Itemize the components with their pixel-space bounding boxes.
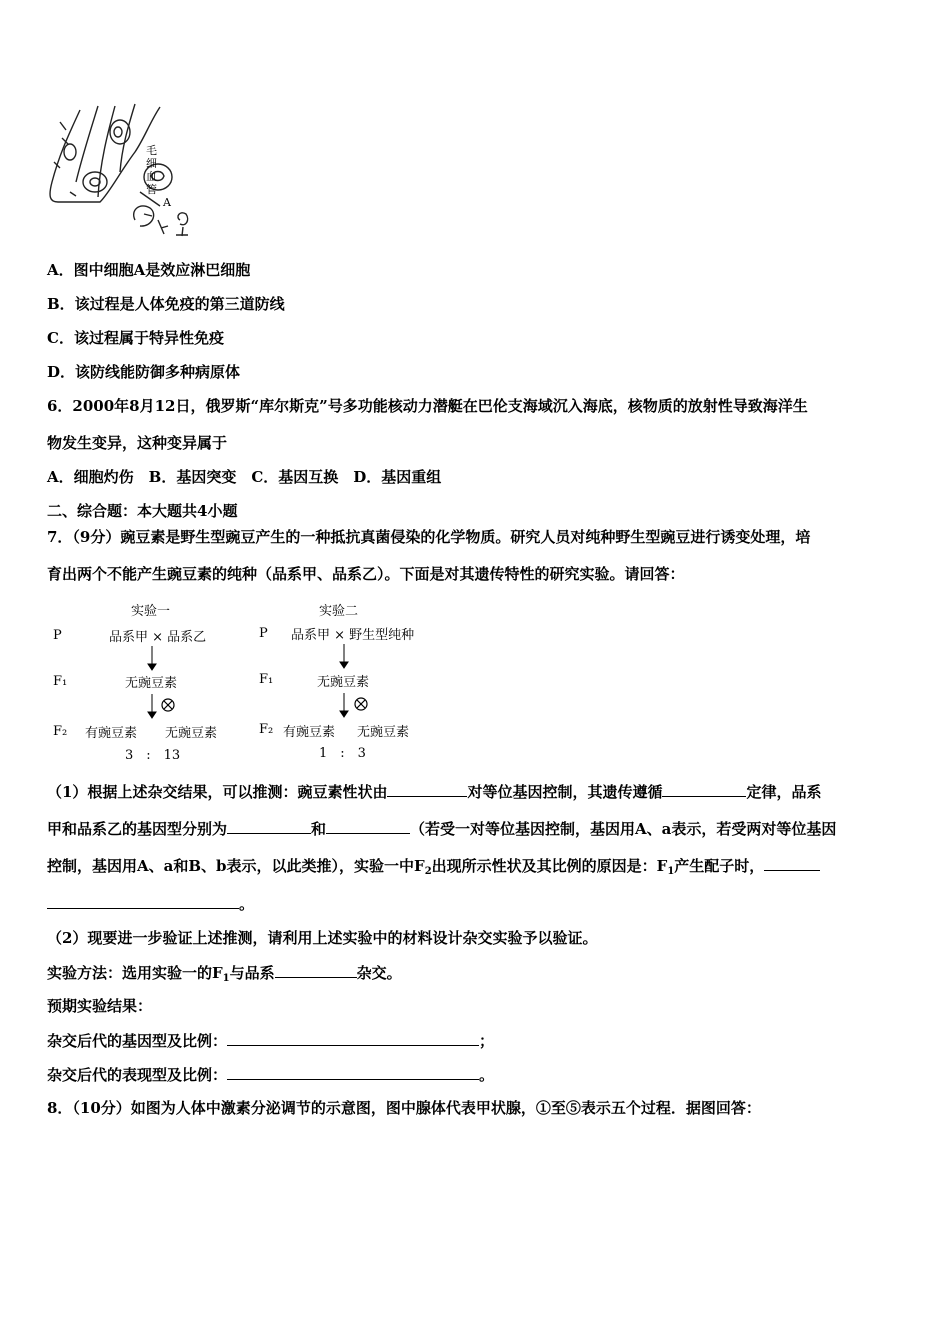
capillary-label: 毛 细 血 管 [146,144,157,196]
experiment-diagram [47,598,447,768]
exp2-p-cross: 品系甲 × 野生型纯种 [291,628,415,643]
answer-blank-law[interactable] [662,781,746,797]
exp1-f2-label: F₂ [53,724,68,739]
answer-blank-genotype-ratio[interactable] [227,1030,479,1046]
exp1-p-label: P [53,628,62,643]
exp2-f2-left: 有豌豆素 [283,725,336,740]
exp1-f1-label: F₁ [53,674,68,689]
exp2-f2-right: 无豌豆素 [357,725,410,740]
part1-line1: （1）根据上述杂交结果，可以推测：豌豆素性状由 对等位基因控制，其遗传遵循 定律，品系 [47,783,822,801]
q5-option-b: B．该过程是人体免疫的第三道防线 [47,295,285,313]
part2-phenotype: 杂交后代的表现型及比例： 。 [47,1066,495,1084]
capillary-figure [40,102,200,242]
part2-expected: 预期实验结果： [47,997,153,1015]
answer-blank-genotype-a[interactable] [227,818,311,834]
answer-blank-genotype-b[interactable] [326,818,410,834]
exp2-ratio: 1 : 3 [319,746,366,761]
exp1-title: 实验一 [131,604,171,619]
cell-a-label: A [163,196,171,209]
answer-blank-strain[interactable] [275,962,357,978]
part2-genotype: 杂交后代的基因型及比例： ； [47,1032,495,1050]
q5-option-c: C．该过程属于特异性免疫 [47,329,224,347]
q7-stem-line1: 7．（9分）豌豆素是野生型豌豆产生的一种抵抗真菌侵染的化学物质。研究人员对纯种野生型豌豆进行诱变处理，培 [47,528,811,546]
q6-stem-line2: 物发生变异，这种变异属于 [47,434,228,452]
q5-option-d: D．该防线能防御多种病原体 [47,363,241,381]
exp1-ratio: 3 : 13 [125,748,181,763]
q5-option-a: A．图中细胞A是效应淋巴细胞 [47,261,251,279]
answer-blank-reason-cont[interactable] [47,893,239,909]
exp2-p-label: P [259,626,268,641]
exp2-title: 实验二 [319,604,359,619]
exp2-f1-label: F₁ [259,672,274,687]
exp1-f2-right: 无豌豆素 [165,726,218,741]
part1-line4: 。 [47,893,254,914]
q6-stem-line1: 6．2000年8月12日，俄罗斯“库尔斯克”号多功能核动力潜艇在巴伦支海域沉入海底，核物质的放射性导致海洋生 [47,397,808,415]
q7-stem-line2: 育出两个不能产生豌豆素的纯种（品系甲、品系乙）。下面是对其遗传特性的研究实验。请回答： [47,565,685,583]
exp1-f2-left: 有豌豆素 [85,726,138,741]
exp1-f1: 无豌豆素 [125,676,178,691]
section-title: 二、综合题：本大题共4小题 [47,502,238,520]
answer-blank-phenotype-ratio[interactable] [227,1064,479,1080]
part1-line2: 甲和品系乙的基因型分别为 和 （若受一对等位基因控制，基因用A、a表示，若受两对等位基因 [47,820,837,838]
exp1-p-cross: 品系甲 × 品系乙 [109,630,207,645]
q8-stem: 8．（10分）如图为人体中激素分泌调节的示意图，图中腺体代表甲状腺，①至⑤表示五个过程．据图回答： [47,1099,761,1117]
capillary-drawing [40,102,200,242]
part1-line3: 控制，基因用A、a和B、b表示，以此类推），实验一中$F_2$出现所示性状及其比例的原因是：$F_1$产生配子时， [47,855,820,882]
part2-intro: （2）现要进一步验证上述推测，请利用上述实验中的材料设计杂交实验予以验证。 [47,929,598,947]
exp2-f2-label: F₂ [259,722,274,737]
answer-blank-reason[interactable] [764,855,820,871]
part2-method: 实验方法：选用实验一的$F_1$与品系 杂交。 [47,964,402,984]
exp2-f1: 无豌豆素 [317,675,370,690]
answer-blank-gene-pairs[interactable] [387,781,467,797]
q6-options: A．细胞灼伤 B．基因突变 C．基因互换 D．基因重组 [47,468,442,486]
